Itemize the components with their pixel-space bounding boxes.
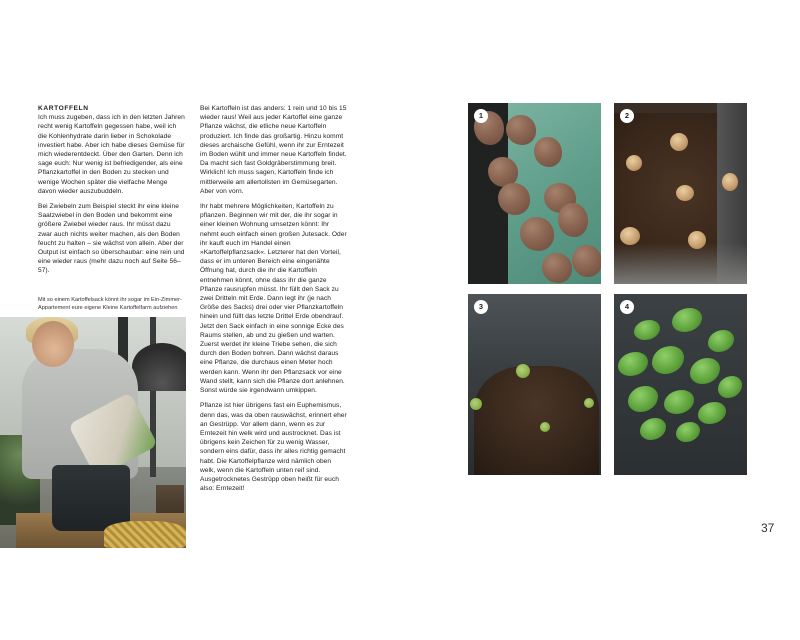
left-text-column: [38, 104, 186, 282]
page-number: 37: [761, 521, 775, 535]
photo-number-badge: 2: [620, 109, 634, 123]
photo-leafy-potato-plant: [614, 294, 747, 475]
middle-text-column: [200, 104, 348, 499]
section-heading: KARTOFFELN: [38, 105, 89, 112]
paragraph: Ihr habt mehrere Möglichkeiten, Kartoffeln zu pflanzen. Beginnen wir mit der, die ihr sogar in einer kleinen Wohnung umsetzen könnt: Ihr nehmt euch einfach einen großen Jutesack. Oder ihr kauft euch im Handel einen »Kartoffelpflanzsack«. Letzterer hat den Vorteil, dass er im unteren Bereich eine eingenähte Öffnung hat, durch die ihr die Kartoffeln entnehmen könnt, ohne dass ihr die ganze Pflanze rausrupfen müsst. Ihr füllt den Sack zu zwei Dritteln mit Erde. Dann legt ihr (je nach Größe des Sacks) drei oder vier Pflanzkartoffeln hinein und füllt das letzte Drittel Erde obendrauf. Jetzt den Sack einfach in eine sonnige Ecke des Raums stellen, ab und zu gießen und warten. Zuerst werdet ihr kleine Triebe sehen, die sich durch den Boden bohren. Dann wächst daraus eine Pflanze, die durchaus einen Meter hoch werden kann. Wenn ihr den Pflanzsack vor eine Wand stellt, kann sich die Pflanze dort anlehnen. Sonst würde sie irgendwann umkippen.: [200, 203, 347, 395]
photo-number-badge: 4: [620, 300, 634, 314]
photo-number-badge: 1: [474, 109, 488, 123]
paragraph: Ich muss zugeben, dass ich in den letzten Jahren recht wenig Kartoffeln gegessen habe, weil ich die Kohlenhydrate darin lieber in Schokolade investiert habe. Aber ich habe dieses Gemüse für mich wiederentdeckt. Über den Garten. Denn ich sage euch: Nur wenig ist befriedigender, als eine Pflanzkartoffel in den Boden zu stecken und wenige Wochen später die vielfache Menge davon wieder auszubuddeln.: [38, 114, 185, 195]
paragraph: Bei Kartoffeln ist das anders: 1 rein und 10 bis 15 wieder raus! Weil aus jeder Kartoffel eine ganze Pflanze wächst, die etliche neue Kartoffeln produziert. Ich finde das großartig. Hinzu kommt dieses archaische Gefühl, wenn ihr zur Erntezeit im Boden wühlt und immer neue Kartoffeln findet. Da macht sich fast Goldgräberstimmung breit. Wirklich! Ich muss sagen, Kartoffeln finde ich mittlerweile am allertollsten im Gemüsegarten. Aber von vorn.: [200, 105, 347, 195]
photo-potatoes-in-egg-carton: [468, 103, 601, 284]
photo-caption: Mit so einem Kartoffelsack könnt ihr sogar im Ein-Zimmer-Appartement eure eigene Kleine Kartoffelfarm aufziehen: [38, 297, 182, 311]
photo-woman-filling-potato-sack: [0, 317, 186, 548]
photo-number-badge: 3: [474, 300, 488, 314]
photo-small-sprouts-in-sack: [468, 294, 601, 475]
photo-seed-potatoes-on-soil: [614, 103, 747, 284]
paragraph: Bei Zwiebeln zum Beispiel steckt ihr eine kleine Saatzwiebel in den Boden und bekommt eine größere Zwiebel wieder raus. Ihr müsst dazu zwar auch nichts weiter machen, als den Boden feucht zu halten – sie wächst von allein. Aber der Output ist einfach so überschaubar: eine rein und eine wieder raus (mehr dazu noch auf Seite 56–57).: [38, 203, 185, 275]
paragraph: Pflanze ist hier übrigens fast ein Euphemismus, denn das, was da oben rauswächst, erinnert eher an Gestrüpp. Vor allem dann, wenn es zur Erntezeit hin welk wird und austrocknet. Das ist übrigens kein Zeichen für zu wenig Wasser, sondern eins dafür, dass ihr alles richtig gemacht habt. Die Kartoffelpflanze wird nämlich oben welk, wenn die Kartoffeln unten reif sind. Ausgetrocknetes Gestrüpp oben heißt für euch also: Erntezeit!: [200, 402, 347, 493]
